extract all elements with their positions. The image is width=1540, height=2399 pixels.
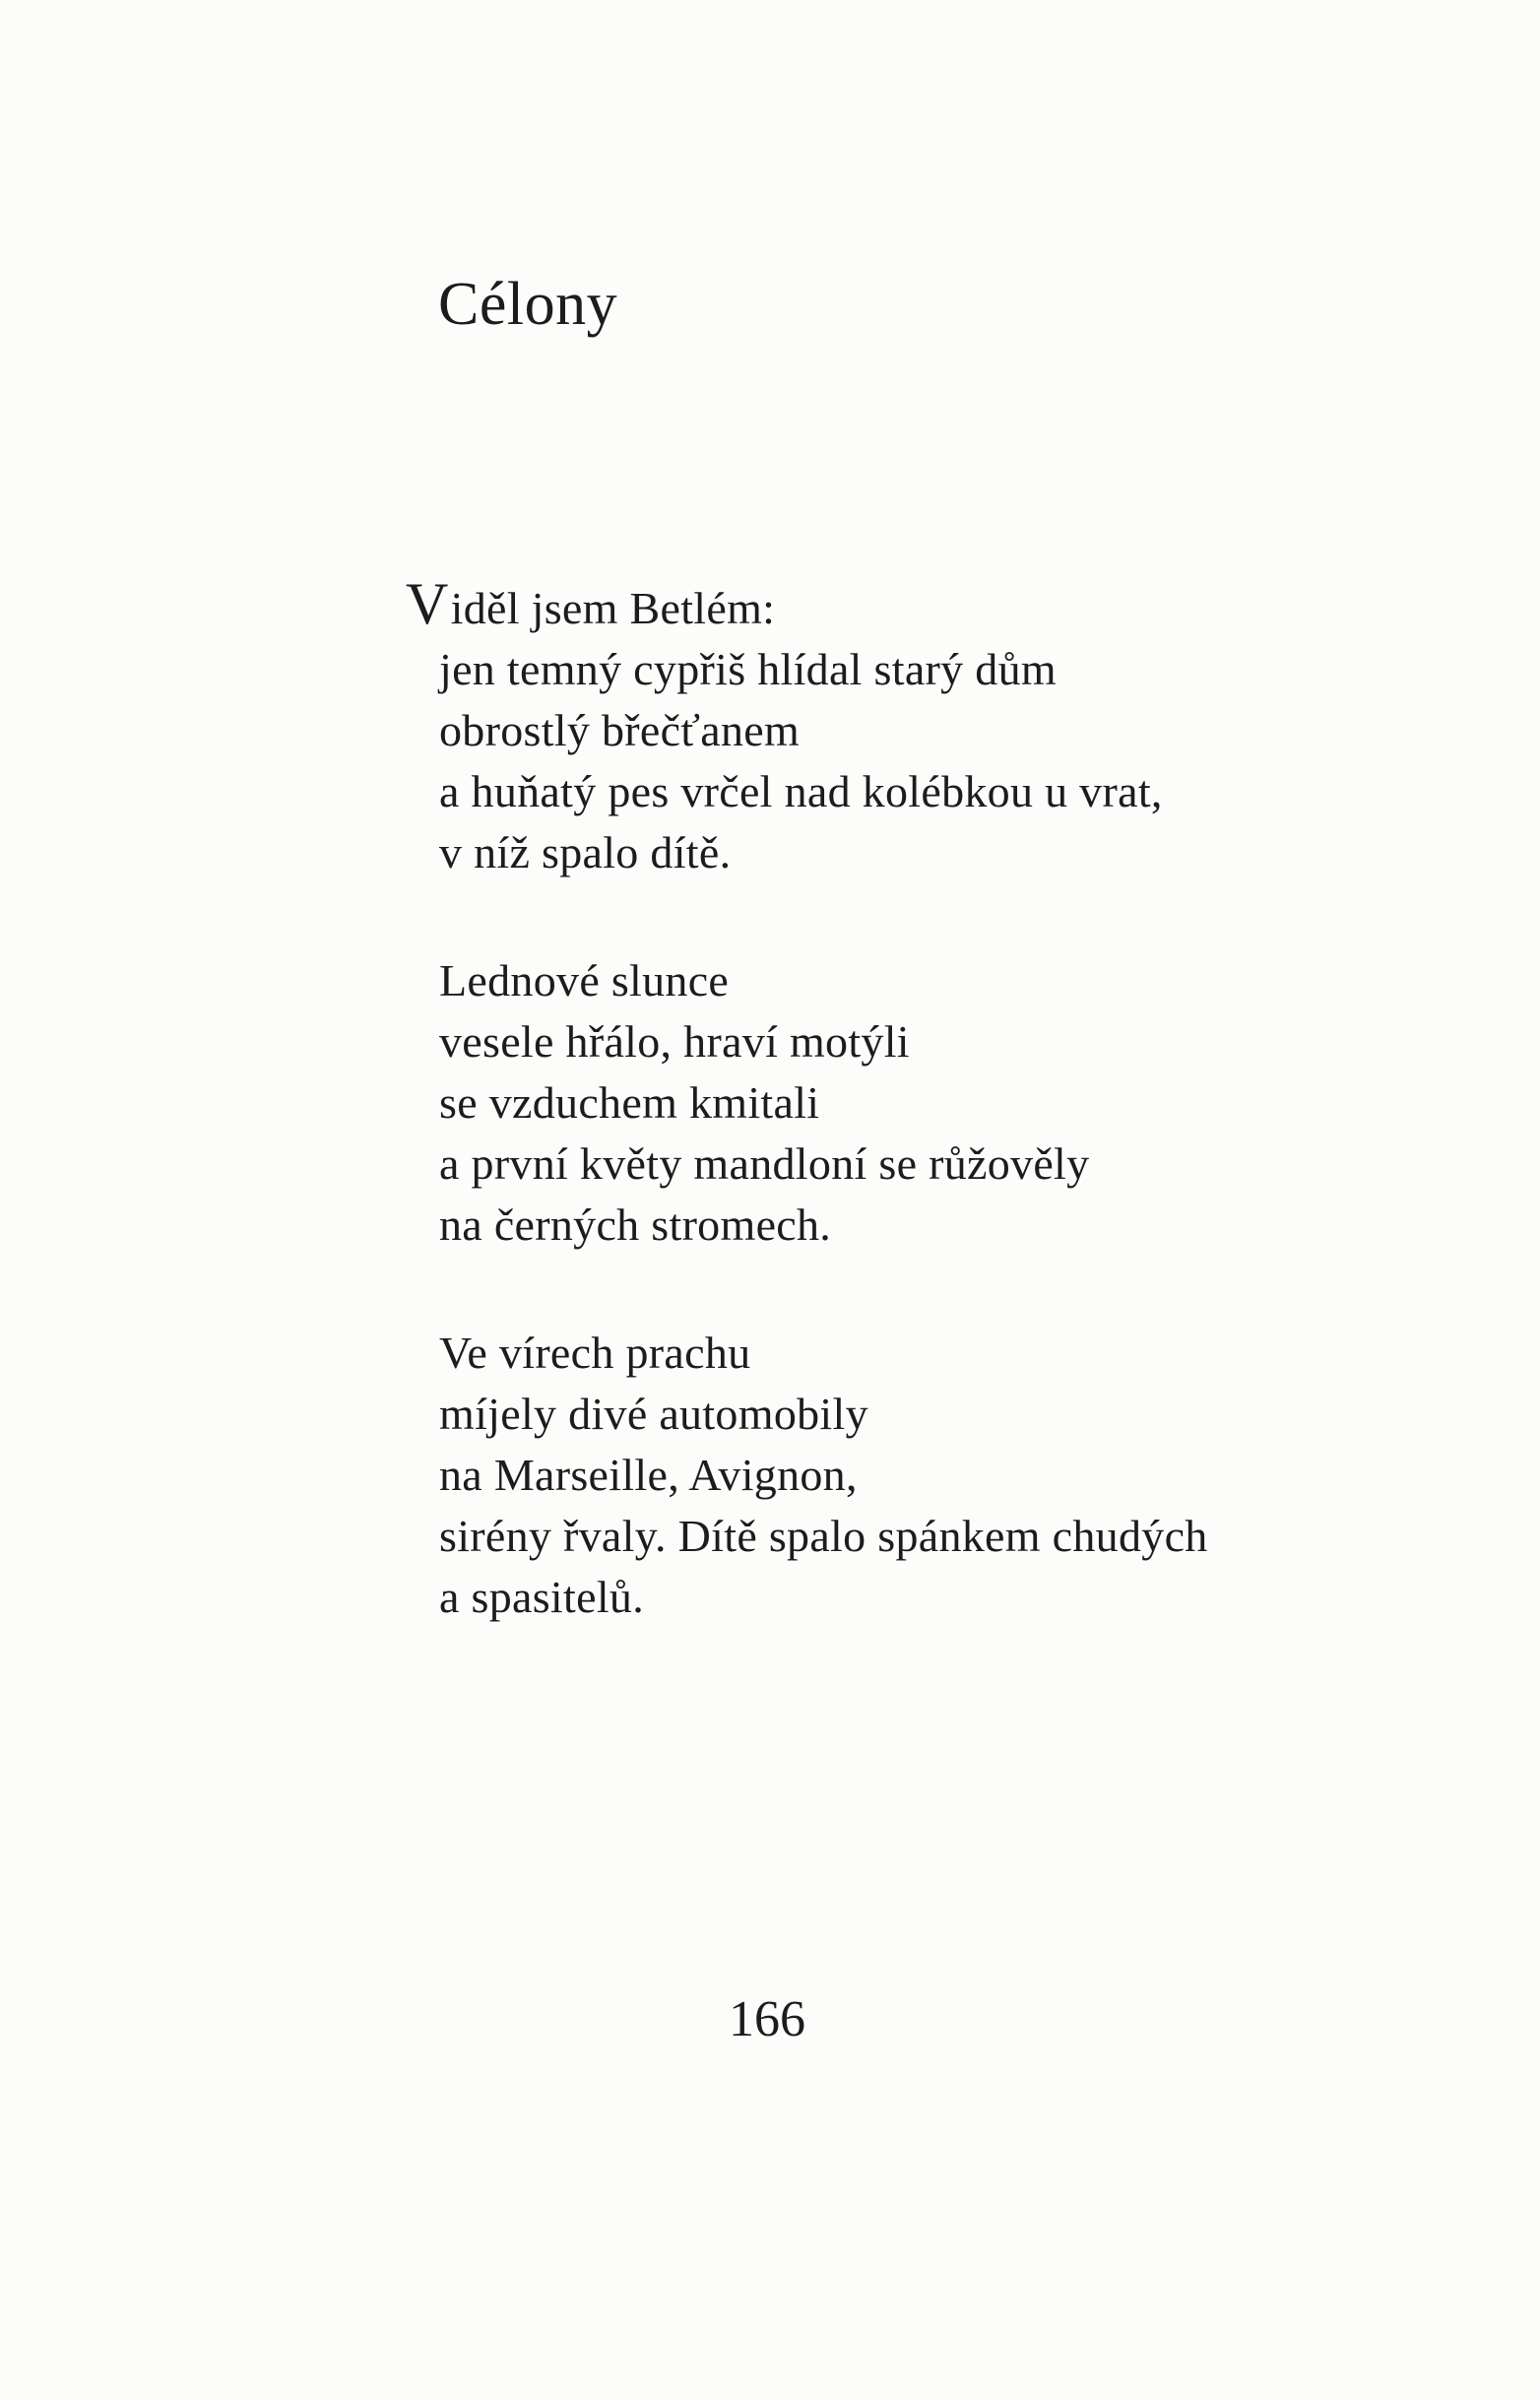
initial-letter: V [406, 571, 449, 636]
poem-body [406, 571, 1483, 1695]
poem-line: Lednové slunce [439, 955, 730, 1005]
poem-line: sirény řvaly. Dítě spalo spánkem chudých [439, 1511, 1208, 1561]
poem-line: míjely divé automobily [439, 1389, 868, 1439]
poem-line: v níž spalo dítě. [439, 827, 732, 877]
stanza-3 [439, 1323, 1483, 1628]
poem-line: vesele hřálo, hraví motýli [439, 1016, 910, 1067]
stanza-2 [439, 950, 1483, 1256]
poem-line: se vzduchem kmitali [439, 1077, 820, 1128]
poem-line: a huňatý pes vrčel nad kolébkou u vrat, [439, 766, 1163, 816]
poem-line: a spasitelů. [439, 1572, 644, 1622]
poem-line: obrostlý břečťanem [439, 705, 801, 755]
first-line-text: iděl jsem Betlém: [450, 583, 776, 633]
poem-line: Ve vírech prachu [439, 1328, 751, 1378]
poem-title: Célony [438, 271, 618, 338]
poem-line: a první květy mandloní se růžověly [439, 1138, 1090, 1189]
stanza-1 [406, 571, 1483, 883]
page-number-text: 166 [729, 1991, 805, 2047]
page-number [0, 1991, 1540, 2047]
poem-line [406, 571, 1483, 639]
poem-line: na Marseille, Avignon, [439, 1450, 858, 1500]
poem-line: na černých stromech. [439, 1200, 832, 1250]
poem-line: jen temný cypřiš hlídal starý dům [439, 644, 1057, 694]
